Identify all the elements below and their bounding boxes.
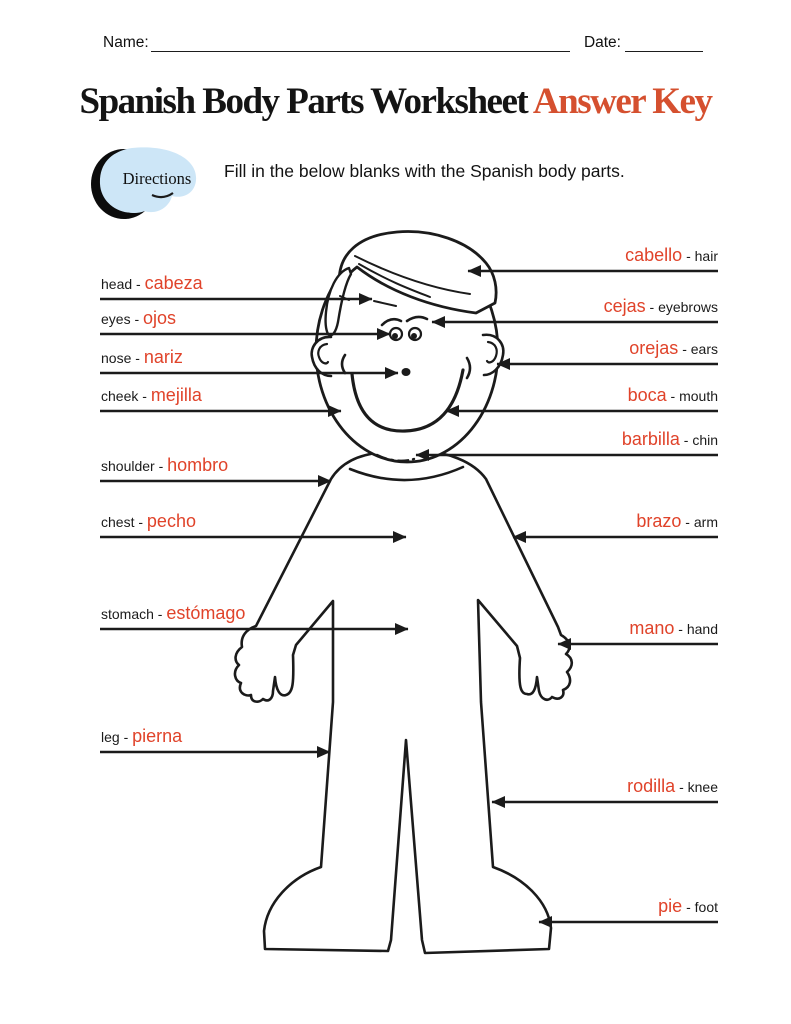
left-pupil [392, 333, 398, 339]
spanish-answer-text: cabeza [144, 273, 203, 293]
spanish-answer-text: cabello [625, 245, 683, 265]
directions-badge-label: Directions [122, 169, 192, 188]
name-date-row [103, 34, 703, 52]
instruction-text: Fill in the below blanks with the Spanish body parts. [224, 161, 625, 181]
spanish-answer-text: hombro [167, 455, 229, 475]
english-word-text: knee [687, 779, 718, 795]
name-label: Name: [103, 34, 149, 51]
body-part-label [627, 777, 718, 796]
english-word-text: cheek [101, 388, 139, 404]
separator-text: - [666, 388, 680, 404]
english-word-text: hair [694, 248, 718, 264]
spanish-answer-text: cejas [603, 296, 646, 316]
separator-text: - [131, 350, 144, 366]
spanish-answer-text: mano [629, 618, 675, 638]
separator-text: - [130, 311, 144, 327]
separator-text: - [682, 248, 695, 264]
english-word-text: foot [694, 899, 718, 915]
english-word-text: hand [686, 621, 718, 637]
english-word-text: arm [693, 514, 718, 530]
body-part-label [622, 430, 718, 449]
page-title-answer-key: Answer Key [532, 81, 712, 122]
english-word-text: leg [101, 729, 120, 745]
spanish-answer-text: mejilla [150, 385, 202, 405]
spanish-answer-text: pecho [146, 511, 196, 531]
english-word-text: chin [692, 432, 718, 448]
body-part-label [629, 339, 718, 358]
body-part-label [629, 619, 718, 638]
body-part-label [101, 512, 196, 531]
body-part-label [101, 386, 202, 405]
separator-text: - [679, 432, 693, 448]
spanish-answer-text: nariz [143, 347, 183, 367]
separator-text: - [682, 899, 695, 915]
spanish-answer-text: ojos [143, 308, 177, 328]
separator-text: - [675, 779, 688, 795]
english-word-text: stomach [101, 606, 154, 622]
body-outline [235, 451, 572, 953]
separator-text: - [153, 606, 167, 622]
english-word-text: head [101, 276, 133, 292]
body-part-label [101, 309, 176, 328]
page-title [0, 80, 791, 123]
separator-text: - [134, 514, 147, 530]
spanish-answer-text: pie [658, 896, 683, 916]
separator-text: - [119, 729, 133, 745]
spanish-answer-text: barbilla [621, 429, 680, 449]
body-part-label [636, 512, 718, 531]
date-label: Date: [583, 34, 621, 51]
separator-text: - [154, 458, 168, 474]
body-part-label [628, 386, 718, 405]
spanish-answer-text: boca [627, 385, 667, 405]
spanish-answer-text: brazo [636, 511, 682, 531]
separator-text: - [645, 299, 659, 315]
date-blank-line [625, 34, 703, 52]
english-word-text: eyes [101, 311, 131, 327]
separator-text: - [138, 388, 151, 404]
spanish-answer-text: orejas [629, 338, 679, 358]
english-word-text: mouth [679, 388, 718, 404]
body-part-label [101, 727, 182, 746]
spanish-answer-text: estómago [166, 603, 246, 623]
separator-text: - [678, 341, 691, 357]
body-part-label [625, 246, 718, 265]
english-word-text: ears [690, 341, 718, 357]
body-part-label [101, 456, 228, 475]
separator-text: - [674, 621, 687, 637]
right-pupil [411, 333, 417, 339]
body-part-label [604, 297, 718, 316]
body-part-label [101, 348, 183, 367]
left-ear [312, 337, 331, 376]
separator-text: - [681, 514, 694, 530]
body-part-label [101, 604, 245, 623]
english-word-text: chest [101, 514, 135, 530]
right-ear [483, 335, 503, 375]
english-word-text: shoulder [101, 458, 155, 474]
english-word-text: eyebrows [658, 299, 718, 315]
page-title-main: Spanish Body Parts Worksheet [79, 81, 528, 122]
name-blank-line [151, 34, 570, 52]
body-part-label [101, 274, 203, 293]
spanish-answer-text: rodilla [627, 776, 676, 796]
person-figure [235, 232, 572, 953]
nose-dot [402, 368, 411, 376]
separator-text: - [132, 276, 145, 292]
english-word-text: nose [101, 350, 132, 366]
spanish-answer-text: pierna [132, 726, 183, 746]
body-part-label [658, 897, 718, 916]
